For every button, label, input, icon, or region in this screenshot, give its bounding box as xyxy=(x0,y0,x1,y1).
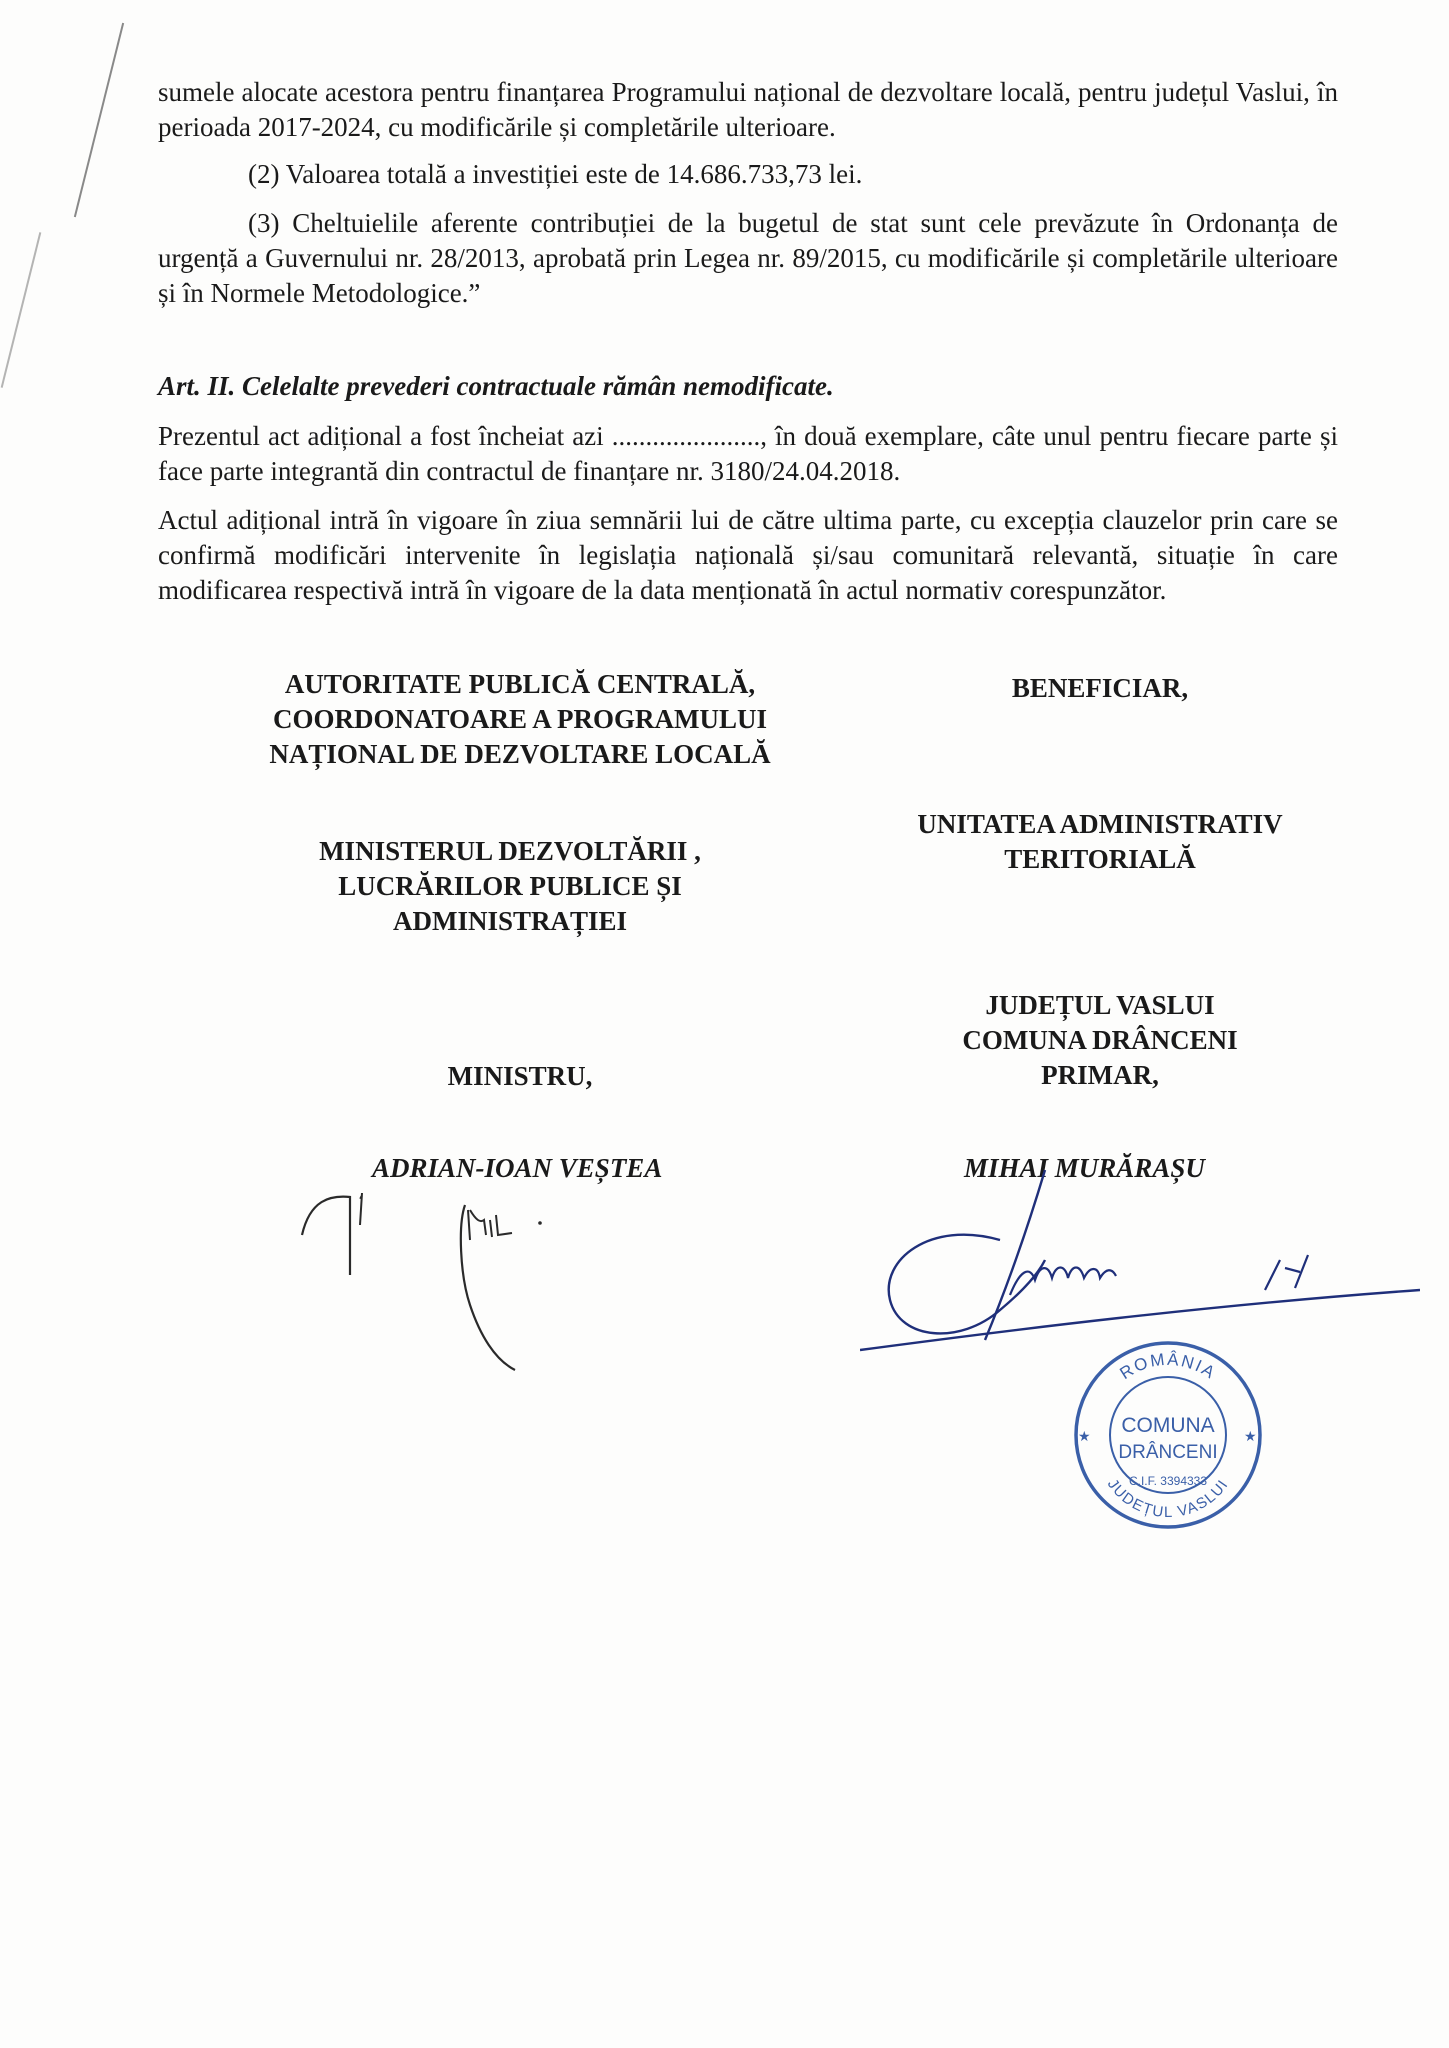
uat-name xyxy=(870,807,1330,877)
paragraph-expenses: (3) Cheltuielile aferente contribuției de la bugetul de stat sunt cele prevăzute în Ordonanța de urgență a Guvernului nr. 28/2013, aprobată prin Legea nr. 89/2015, cu modificările și completările ulterioare și în Normele Metodologice.” xyxy=(158,208,1338,308)
ministry-line-2: LUCRĂRILOR PUBLICE ȘI xyxy=(338,871,682,901)
beneficiary-location xyxy=(900,988,1300,1093)
stamp-middle-1: COMUNA xyxy=(1121,1414,1215,1437)
minister-signature xyxy=(290,1165,590,1385)
stamp-middle-2: DRÂNCENI xyxy=(1118,1442,1218,1463)
beneficiary-title: BENEFICIAR, xyxy=(1011,673,1189,703)
stamp-star-icon: ★ xyxy=(1078,1429,1091,1445)
minister-name: ADRIAN-IOAN VEȘTEA xyxy=(372,1153,663,1183)
paragraph-concluded: Prezentul act adițional a fost încheiat azi ......................, în două exemplare, câte unul pentru fiecare parte și face parte integrantă din contractul de finanțare nr. 3180/24.04.2018. xyxy=(158,421,1338,486)
left-party-line-1: AUTORITATE PUBLICĂ CENTRALĂ, xyxy=(284,669,756,699)
stamp-cif: C.I.F. 3394333 xyxy=(1128,1474,1208,1488)
commune-name: COMUNA DRÂNCENI xyxy=(962,1025,1238,1055)
stamp-bottom-text: JUDEȚUL VASLUI xyxy=(1103,1476,1233,1522)
mayor-role: PRIMAR, xyxy=(1041,1060,1159,1090)
ministry-line-1: MINISTERUL DEZVOLTĂRII , xyxy=(319,836,701,866)
scan-edge-line xyxy=(74,23,124,218)
article-2-text: Celelalte prevederi contractuale rămân nemodificate. xyxy=(242,371,834,401)
left-party-line-2: COORDONATOARE A PROGRAMULUI xyxy=(272,704,768,734)
minister-role: MINISTRU, xyxy=(447,1061,593,1091)
article-2-label: Art. II. xyxy=(158,371,236,401)
stamp-top-text: ROMÂNIA xyxy=(1116,1349,1220,1384)
paragraph-entry-into-force: Actul adițional intră în vigoare în ziua semnării lui de către ultima parte, cu excepția clauzelor prin care se confirmă modificări intervenite în legislația națională și/sau comunitară relevantă, situație în care modificarea respectivă intră în vigoare de la data menționată în actul normativ corespunzător. xyxy=(158,505,1338,605)
left-party-line-3: NAȚIONAL DE DEZVOLTARE LOCALĂ xyxy=(269,739,771,769)
paragraph-intro: sumele alocate acestora pentru finanțarea Programului național de dezvoltare locală, pentru județul Vaslui, în perioada 2017-2024, cu modificările și completările ulterioare. xyxy=(158,77,1338,142)
scan-edge-line xyxy=(1,232,42,388)
ministry-line-3: ADMINISTRAȚIEI xyxy=(392,906,628,936)
uat-line-2: TERITORIALĂ xyxy=(1004,844,1196,874)
left-party-header xyxy=(190,667,850,772)
mayor-name: MIHAI MURĂRAȘU xyxy=(964,1153,1205,1183)
county-name: JUDEȚUL VASLUI xyxy=(985,990,1215,1020)
stamp-star-icon: ★ xyxy=(1244,1429,1257,1445)
uat-line-1: UNITATEA ADMINISTRATIV xyxy=(917,809,1283,839)
commune-stamp xyxy=(1068,1335,1268,1535)
ministry-name xyxy=(230,834,790,939)
paragraph-total-value: (2) Valoarea totală a investiției este de 14.686.733,73 lei. xyxy=(248,159,863,189)
article-2 xyxy=(158,369,1338,404)
svg-text:ROMÂNIA xyxy=(1116,1350,1219,1383)
